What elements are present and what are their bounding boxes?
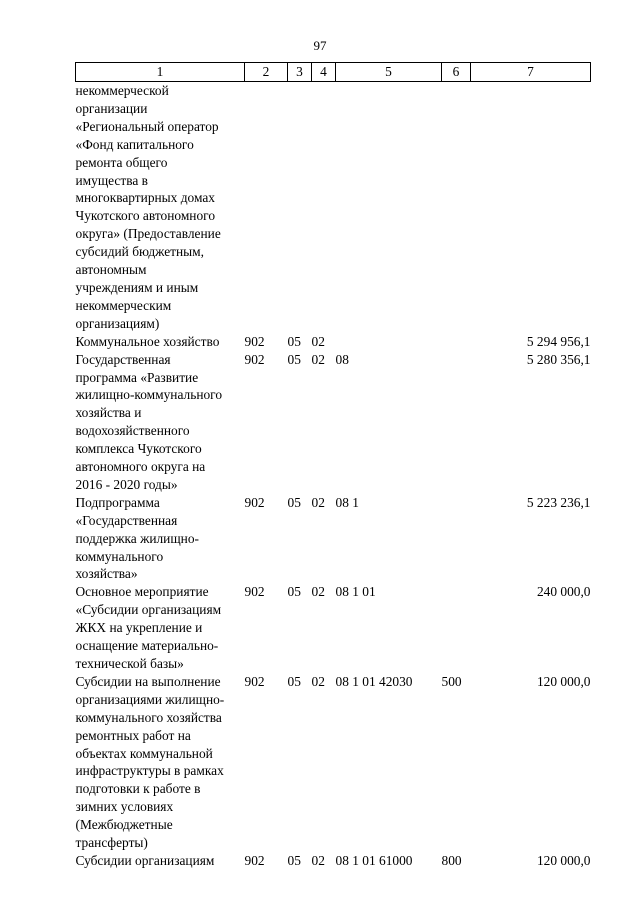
row-name-line: Основное мероприятие — [75, 584, 209, 600]
row-name-cell — [76, 583, 245, 673]
row-name-line: хозяйства» — [75, 566, 138, 582]
amount-cell: 5 223 236,1 — [526, 494, 591, 510]
row-name-cell — [76, 852, 245, 870]
expense-type-cell — [442, 333, 471, 351]
target-article-cell — [336, 82, 442, 333]
amount-cell: 120 000,0 — [536, 852, 591, 868]
row-name-line: 2016 - 2020 годы» — [75, 476, 178, 492]
section-cell: 05 — [287, 852, 301, 868]
row-name-line: имущества в — [75, 172, 148, 188]
table-body — [76, 82, 591, 870]
row-name-line: жилищно-коммунального — [75, 387, 223, 403]
admin-code-cell: 902 — [244, 333, 265, 349]
row-name-line: учреждениям и иным — [75, 279, 199, 295]
row-name-line: «Государственная — [75, 512, 178, 528]
target-article-cell: 08 1 01 42030 — [335, 673, 413, 689]
section-cell: 05 — [287, 351, 301, 367]
expense-type-cell — [442, 583, 471, 673]
header-col-6: 6 — [442, 63, 471, 82]
budget-table — [75, 62, 591, 870]
row-name-line: Подпрограмма — [75, 494, 160, 510]
amount-cell: 5 280 356,1 — [526, 351, 591, 367]
amount-cell: 120 000,0 — [536, 673, 591, 689]
expense-type-cell — [442, 494, 471, 584]
section-cell: 05 — [287, 333, 301, 349]
target-article-cell: 08 1 — [335, 494, 359, 510]
target-article-cell: 08 1 01 61000 — [335, 852, 413, 868]
row-name-line: округа» (Предоставление — [75, 226, 221, 242]
row-name-line: некоммерческой — [75, 83, 169, 98]
row-name-line: автономного округа на — [75, 459, 206, 475]
expense-type-cell: 500 — [441, 673, 462, 689]
row-name-line: организации — [75, 100, 148, 116]
row-name-line: Чукотского автономного — [75, 208, 216, 224]
row-name-line: субсидий бюджетным, — [75, 244, 205, 260]
row-name-line: «Региональный оператор — [75, 118, 219, 134]
header-col-1: 1 — [76, 63, 245, 82]
subsection-cell: 02 — [311, 494, 325, 510]
row-name-line: Государственная — [75, 351, 171, 367]
row-name-line: объектах коммунальной — [75, 745, 213, 761]
subsection-cell: 02 — [311, 673, 325, 689]
page-number: 97 — [313, 38, 327, 53]
row-name-line: «Субсидии организациям — [75, 602, 222, 618]
row-name-line: подготовки к работе в — [75, 781, 201, 797]
row-name-line: Коммунальное хозяйство — [75, 333, 220, 349]
row-name-line: коммунального хозяйства — [75, 709, 222, 725]
row-name-line: технической базы» — [75, 656, 184, 671]
row-name-line: поддержка жилищно- — [75, 530, 199, 546]
row-name-cell — [76, 333, 245, 351]
table-row — [76, 351, 591, 494]
section-cell: 05 — [287, 673, 301, 689]
subsection-cell: 02 — [311, 351, 325, 367]
row-name-cell — [76, 494, 245, 584]
section-cell: 05 — [287, 494, 301, 510]
amount-cell: 5 294 956,1 — [526, 333, 591, 349]
row-name-line: «Фонд капитального — [75, 136, 194, 152]
header-col-2: 2 — [245, 63, 288, 82]
admin-code-cell: 902 — [244, 852, 265, 868]
row-name-line: программа «Развитие — [75, 369, 199, 385]
table-row — [76, 494, 591, 584]
row-name-line: комплекса Чукотского — [75, 441, 202, 457]
row-name-line: Субсидии организациям — [75, 852, 215, 868]
row-name-cell — [76, 82, 245, 333]
table-header-row — [76, 63, 591, 82]
header-col-4: 4 — [312, 63, 336, 82]
row-name-line: организациями жилищно- — [75, 691, 225, 707]
row-name-line: автономным — [75, 262, 147, 278]
admin-code-cell: 902 — [244, 494, 265, 510]
row-name-line: хозяйства и — [75, 405, 142, 421]
row-name-line: ЖКХ на укрепление и — [75, 620, 203, 636]
row-name-line: ремонта общего — [75, 154, 168, 170]
table-row — [76, 583, 591, 673]
header-col-5: 5 — [336, 63, 442, 82]
row-name-line: оснащение материально- — [75, 638, 219, 654]
expense-type-cell — [442, 82, 471, 333]
section-cell — [288, 82, 312, 333]
table-row — [76, 852, 591, 870]
section-cell: 05 — [287, 584, 301, 600]
admin-code-cell: 902 — [244, 584, 265, 600]
row-name-line: трансферты) — [75, 835, 148, 851]
row-name-line: многоквартирных домах — [75, 190, 215, 206]
admin-code-cell — [245, 82, 288, 333]
row-name-cell — [76, 673, 245, 852]
row-name-cell — [76, 351, 245, 494]
row-name-line: коммунального — [75, 548, 164, 564]
target-article-cell — [336, 333, 442, 351]
table-row — [76, 82, 591, 333]
row-name-line: (Межбюджетные — [75, 817, 173, 833]
amount-cell — [471, 82, 591, 333]
row-name-line: ремонтных работ на — [75, 727, 191, 743]
row-name-line: некоммерческим — [75, 297, 172, 313]
target-article-cell: 08 1 01 — [335, 584, 376, 600]
subsection-cell: 02 — [311, 852, 325, 868]
table-row — [76, 333, 591, 351]
target-article-cell: 08 — [335, 351, 349, 367]
row-name-line: Субсидии на выполнение — [75, 673, 221, 689]
amount-cell: 240 000,0 — [536, 584, 591, 600]
row-name-line: организациям) — [75, 315, 160, 331]
admin-code-cell: 902 — [244, 673, 265, 689]
expense-type-cell: 800 — [441, 852, 462, 868]
subsection-cell — [312, 82, 336, 333]
subsection-cell: 02 — [311, 584, 325, 600]
header-col-3: 3 — [288, 63, 312, 82]
table-row — [76, 673, 591, 852]
row-name-line: водохозяйственного — [75, 423, 190, 439]
admin-code-cell: 902 — [244, 351, 265, 367]
expense-type-cell — [442, 351, 471, 494]
header-col-7: 7 — [471, 63, 591, 82]
row-name-line: зимних условиях — [75, 799, 174, 815]
row-name-line: инфраструктуры в рамках — [75, 763, 224, 779]
subsection-cell: 02 — [311, 333, 325, 349]
